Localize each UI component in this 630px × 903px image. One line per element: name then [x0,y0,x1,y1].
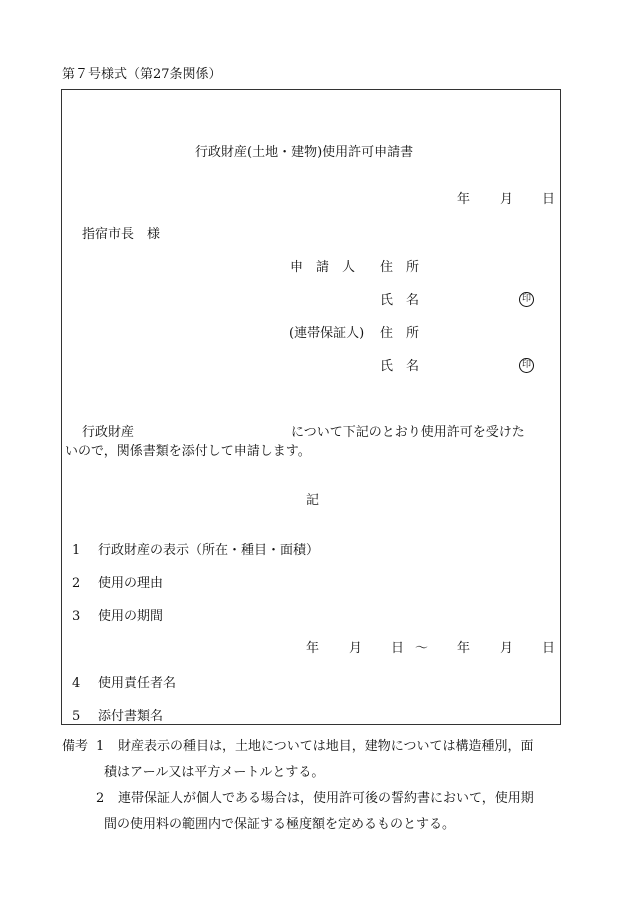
item-4-text: 使用責任者名 [98,676,177,691]
note-1-line-1: 財産表示の種目は，土地については地目，建物については構造種別，面 [118,739,534,754]
item-3-text: 使用の期間 [98,609,164,624]
period-start-month: 月 [349,641,363,656]
period-end-month: 月 [500,641,514,656]
note-1-line-2: 積はアール又は平方メートルとする。 [104,765,325,780]
guarantor-seal-mark: 印 [519,358,534,373]
applicant-address-label: 住 所 [380,260,420,275]
guarantor-role-label: (連帯保証人) [289,326,365,341]
notes-label: 備考 [62,739,89,754]
period-tilde: ～ [415,641,429,656]
body-line-2: いので，関係書類を添付して申請します。 [65,444,311,459]
form-title: 行政財産(土地・建物)使用許可申請書 [195,145,414,160]
date-day-label: 日 [542,192,556,207]
guarantor-address-label: 住 所 [380,326,420,341]
applicant-name-label: 氏 名 [380,293,420,308]
guarantor-name-label: 氏 名 [380,359,420,374]
period-end-year: 年 [457,641,471,656]
period-start-day: 日 [391,641,405,656]
item-2-text: 使用の理由 [98,576,164,591]
note-2-number: 2 [96,791,105,806]
form-number: 第７号様式（第27条関係） [62,67,222,82]
item-2-number: 2 [72,576,81,591]
note-2-line-2: 間の使用料の範囲内で保証する極度額を定めるものとする。 [104,817,456,832]
ki-heading: 記 [306,493,320,508]
applicant-seal-mark: 印 [519,292,534,307]
item-1-text: 行政財産の表示（所在・種目・面積） [98,543,320,558]
item-5-number: 5 [72,709,81,724]
item-3-number: 3 [72,609,81,624]
item-4-number: 4 [72,676,81,691]
note-1-number: 1 [96,739,105,754]
item-1-number: 1 [72,543,81,558]
note-2-line-1: 連帯保証人が個人である場合は，使用許可後の誓約書において，使用期 [118,791,534,806]
item-5-text: 添付書類名 [98,709,164,724]
body-suffix: について下記のとおり使用許可を受けた [291,425,525,440]
period-end-day: 日 [542,641,556,656]
body-prefix: 行政財産 [82,425,135,440]
date-year-label: 年 [457,192,471,207]
application-form-box [61,89,561,725]
period-start-year: 年 [306,641,320,656]
date-month-label: 月 [500,192,514,207]
addressee: 指宿市長 様 [82,227,161,242]
applicant-role-label: 申 請 人 [290,260,356,275]
